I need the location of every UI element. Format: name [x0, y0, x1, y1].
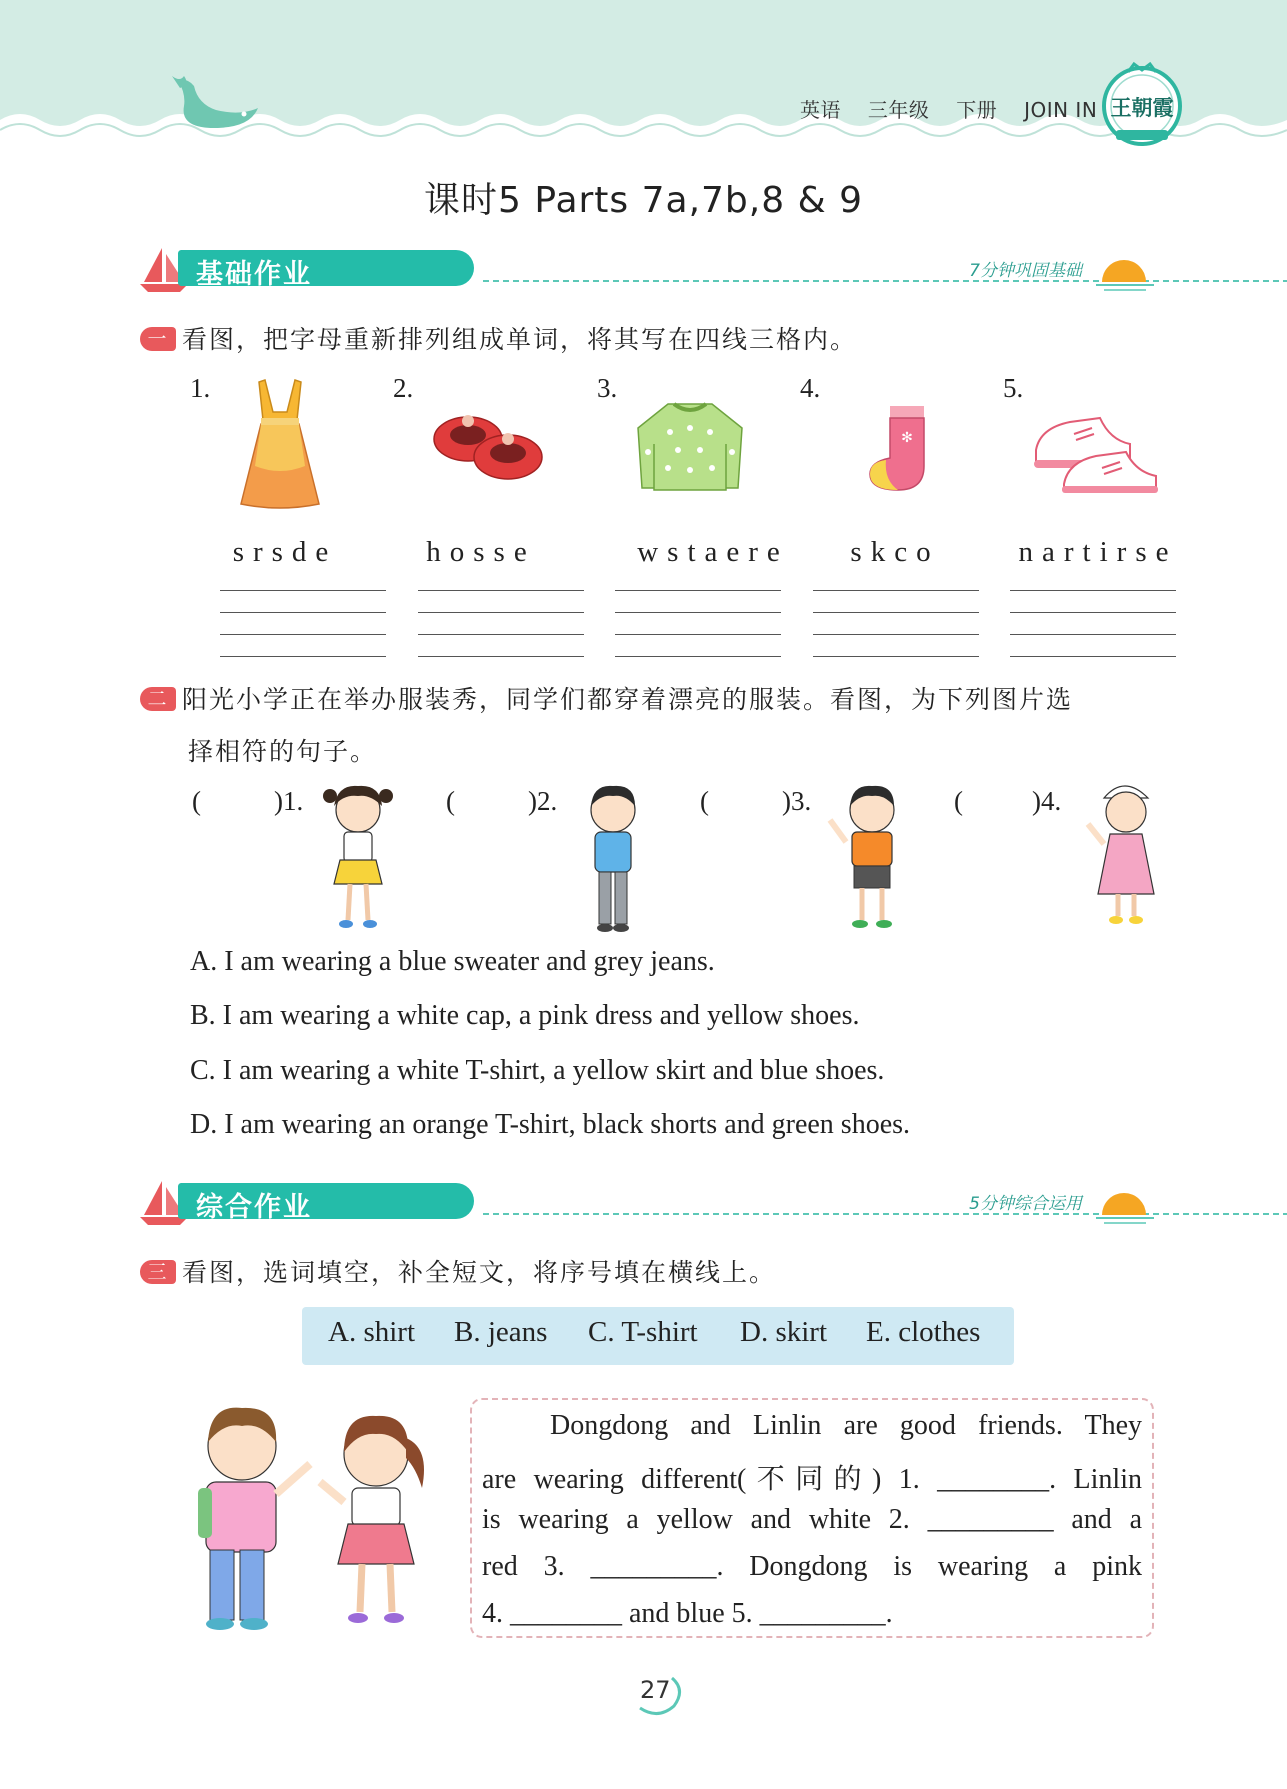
writing-lines[interactable]	[418, 590, 584, 678]
answer-blank[interactable]	[206, 784, 270, 820]
section-note: 7分钟巩固基础	[969, 261, 1082, 281]
section-note: 5分钟综合运用	[969, 1194, 1082, 1214]
q1-item-number: 1.	[190, 373, 211, 403]
answer-bracket-close: )4.	[1032, 786, 1062, 816]
q3-badge: 三	[140, 1260, 176, 1284]
boy-blue-sweater-icon	[575, 780, 651, 940]
whale-icon	[170, 72, 270, 134]
dongdong-linlin-icon	[180, 1398, 450, 1636]
sunrise-icon	[1096, 1185, 1156, 1225]
word-option: C. T-shirt	[588, 1316, 698, 1348]
writing-lines[interactable]	[615, 590, 781, 678]
word-bank	[302, 1307, 1014, 1365]
passage-line: red 3. _________. Dongdong is wearing a pink	[482, 1551, 1142, 1582]
answer-bracket-open: (	[446, 786, 455, 816]
q2-heading	[140, 680, 1073, 716]
scrambled-word: srsde	[232, 536, 338, 568]
option-c: C. I am wearing a white T-shirt, a yellow skirt and blue shoes.	[190, 1055, 885, 1086]
volume-label: 下册	[956, 98, 998, 122]
word-option: A. shirt	[328, 1316, 415, 1348]
q2-instruction-line2: 择相符的句子。	[188, 737, 378, 766]
word-option: E. clothes	[866, 1316, 981, 1348]
q1-item-number: 5.	[1003, 373, 1024, 403]
passage-line: 4. ________ and blue 5. _________.	[482, 1598, 893, 1629]
scrambled-word: nartirse	[1018, 536, 1178, 568]
q2-instruction-line1: 阳光小学正在举办服装秀，同学们都穿着漂亮的服装。看图，为下列图片选	[182, 685, 1074, 714]
q1-item-number: 2.	[393, 373, 414, 403]
section-divider	[483, 1213, 1287, 1215]
option-d: D. I am wearing an orange T-shirt, black shorts and green shoes.	[190, 1109, 911, 1140]
q3-instruction: 看图，选词填空，补全短文，将序号填在横线上。	[182, 1258, 777, 1287]
option-a: A. I am wearing a blue sweater and grey jeans.	[190, 946, 715, 977]
answer-bracket-open: (	[192, 786, 201, 816]
answer-bracket-open: (	[700, 786, 709, 816]
q1-instruction: 看图，把字母重新排列组成单词，将其写在四线三格内。	[182, 325, 858, 354]
writing-lines[interactable]	[220, 590, 386, 678]
q1-item-number: 3.	[597, 373, 618, 403]
section-header-basic	[138, 246, 1178, 294]
publisher-logo	[1100, 58, 1184, 148]
scrambled-word: hosse	[426, 536, 536, 568]
scrambled-word: skco	[850, 536, 940, 568]
word-option: B. jeans	[454, 1316, 548, 1348]
logo-text: 王朝霞	[1110, 95, 1174, 120]
girl-pink-dress-icon	[1080, 776, 1170, 928]
section-divider	[483, 280, 1287, 282]
grade-label: 三年级	[867, 98, 930, 122]
book-meta	[800, 94, 1117, 123]
subject-label: 英语	[800, 98, 841, 122]
boy-orange-tshirt-icon	[820, 780, 916, 932]
trainers-icon	[1030, 410, 1164, 494]
option-b: B. I am wearing a white cap, a pink dress and yellow shoes.	[190, 1000, 860, 1031]
reading-passage	[470, 1398, 1154, 1638]
answer-blank[interactable]	[460, 784, 524, 820]
writing-lines[interactable]	[1010, 590, 1176, 678]
writing-lines[interactable]	[813, 590, 979, 678]
girl-yellow-skirt-icon	[318, 780, 398, 932]
answer-blank[interactable]	[714, 784, 778, 820]
section-label: 综合作业	[196, 1192, 312, 1223]
answer-blank[interactable]	[968, 784, 1032, 820]
q1-badge: 一	[140, 327, 176, 351]
page-title: 课时5 Parts 7a,7b,8 & 9	[424, 180, 863, 221]
answer-bracket-open: (	[954, 786, 963, 816]
passage-line: are wearing different(不同的) 1. ________. Linlin	[482, 1464, 1142, 1495]
scrambled-word: wstaere	[637, 536, 789, 568]
series-label: JOIN IN	[1024, 98, 1098, 122]
page-number: 27	[640, 1676, 671, 1704]
q1-heading	[140, 320, 857, 356]
q1-item-number: 4.	[800, 373, 821, 403]
dress-icon	[235, 376, 325, 512]
section-label: 基础作业	[196, 259, 312, 290]
answer-bracket-close: )2.	[528, 786, 558, 816]
word-option: D. skirt	[740, 1316, 827, 1348]
answer-bracket-close: )1.	[274, 786, 304, 816]
passage-line: Dongdong and Linlin are good friends. They	[550, 1410, 1142, 1441]
answer-bracket-close: )3.	[782, 786, 812, 816]
section-header-comprehensive	[138, 1179, 1178, 1227]
sweater-icon	[634, 398, 746, 494]
svg-text:✻: ✻	[901, 430, 913, 446]
sunrise-icon	[1096, 252, 1156, 292]
passage-line: is wearing a yellow and white 2. _________ and a	[482, 1504, 1142, 1535]
sock-icon	[864, 404, 934, 494]
q3-heading	[140, 1253, 776, 1289]
shoes-icon	[432, 405, 544, 487]
q2-badge: 二	[140, 687, 176, 711]
